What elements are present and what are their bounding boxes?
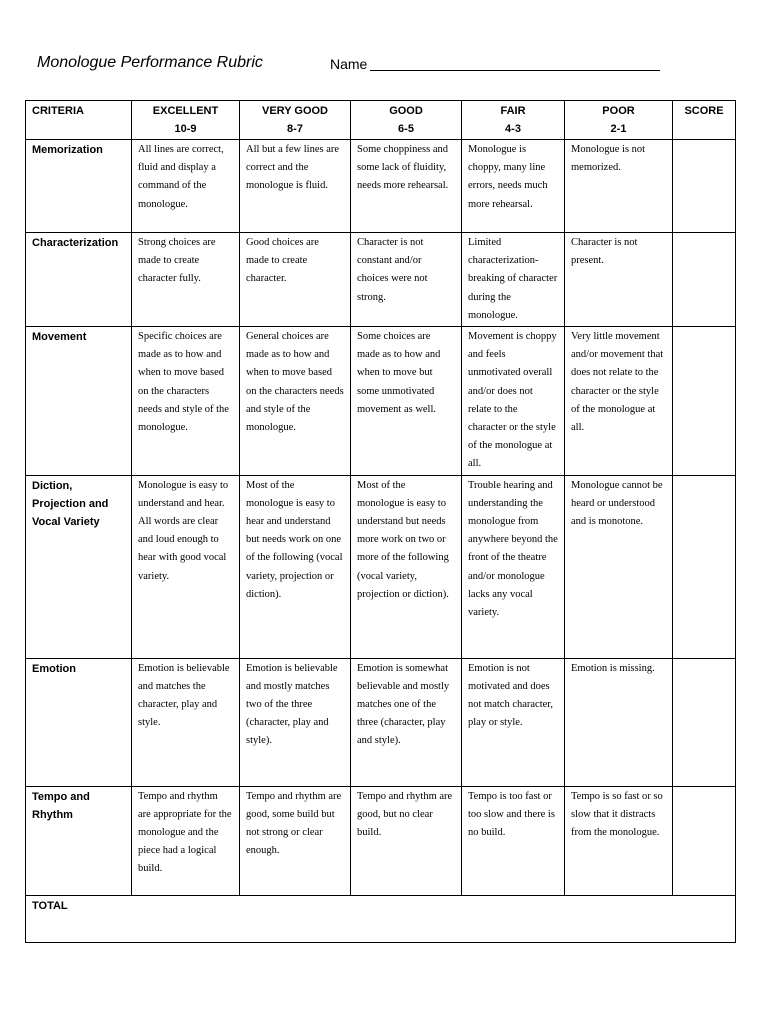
rubric-cell-very-good: Good choices are made to create character. — [240, 233, 351, 327]
criterion-label: Movement — [26, 327, 132, 476]
score-cell[interactable] — [673, 786, 736, 895]
rubric-cell-fair: Tempo is too fast or too slow and there is no build. — [462, 786, 565, 895]
column-header-poor: POOR 2-1 — [565, 101, 673, 140]
criterion-label: Diction, Projection and Vocal Variety — [26, 475, 132, 658]
header-row — [26, 101, 736, 140]
column-header-very-good: VERY GOOD 8-7 — [240, 101, 351, 140]
rubric-cell-excellent: Tempo and rhythm are appropriate for the monologue and the piece had a logical build. — [132, 786, 240, 895]
rubric-cell-excellent: Monologue is easy to understand and hear. All words are clear and loud enough to hear with good vocal variety. — [132, 475, 240, 658]
score-cell[interactable] — [673, 140, 736, 233]
criterion-label: Tempo and Rhythm — [26, 786, 132, 895]
rubric-row-diction — [26, 475, 736, 658]
score-cell[interactable] — [673, 327, 736, 476]
page-title: Monologue Performance Rubric — [37, 54, 263, 71]
rubric-cell-poor: Character is not present. — [565, 233, 673, 327]
column-header-fair: FAIR 4-3 — [462, 101, 565, 140]
rubric-cell-poor: Very little movement and/or movement that does not relate to the character or the style of the monologue at all. — [565, 327, 673, 476]
rubric-table — [25, 100, 736, 943]
column-header-score: SCORE — [673, 101, 736, 140]
rubric-row-emotion — [26, 658, 736, 786]
rubric-cell-poor: Tempo is so fast or so slow that it distracts from the monologue. — [565, 786, 673, 895]
rubric-cell-good: Tempo and rhythm are good, but no clear build. — [351, 786, 462, 895]
score-cell[interactable] — [673, 233, 736, 327]
rubric-cell-poor: Monologue is not memorized. — [565, 140, 673, 233]
rubric-cell-good: Character is not constant and/or choices were not strong. — [351, 233, 462, 327]
criterion-label: Emotion — [26, 658, 132, 786]
rubric-cell-very-good: Emotion is believable and mostly matches two of the three (character, play and style). — [240, 658, 351, 786]
rubric-row-memorization — [26, 140, 736, 233]
name-label: Name — [330, 56, 368, 72]
rubric-cell-excellent: All lines are correct, fluid and display a command of the monologue. — [132, 140, 240, 233]
rubric-cell-very-good: All but a few lines are correct and the monologue is fluid. — [240, 140, 351, 233]
rubric-cell-very-good: Most of the monologue is easy to hear and understand but needs work on one of the following (vocal variety, projection or diction). — [240, 475, 351, 658]
rubric-cell-good: Most of the monologue is easy to understand but needs more work on two or more of the following (vocal variety, projection or diction). — [351, 475, 462, 658]
rubric-cell-good: Some choices are made as to how and when to move but some unmotivated movement as well. — [351, 327, 462, 476]
rubric-cell-good: Emotion is somewhat believable and mostly matches one of the three (character, play and style). — [351, 658, 462, 786]
column-header-criteria: CRITERIA — [26, 101, 132, 140]
rubric-cell-excellent: Strong choices are made to create character fully. — [132, 233, 240, 327]
rubric-cell-very-good: General choices are made as to how and when to move based on the characters needs and style of the monologue. — [240, 327, 351, 476]
total-row — [26, 895, 736, 942]
rubric-cell-excellent: Specific choices are made as to how and when to move based on the characters needs and style of the monologue. — [132, 327, 240, 476]
score-cell[interactable] — [673, 475, 736, 658]
criterion-label: Memorization — [26, 140, 132, 233]
rubric-cell-poor: Emotion is missing. — [565, 658, 673, 786]
column-header-excellent: EXCELLENT 10-9 — [132, 101, 240, 140]
rubric-row-movement — [26, 327, 736, 476]
rubric-cell-fair: Limited characterization-breaking of character during the monologue. — [462, 233, 565, 327]
rubric-cell-poor: Monologue cannot be heard or understood and is monotone. — [565, 475, 673, 658]
score-cell[interactable] — [673, 658, 736, 786]
rubric-cell-excellent: Emotion is believable and matches the character, play and style. — [132, 658, 240, 786]
rubric-cell-good: Some choppiness and some lack of fluidity, needs more rehearsal. — [351, 140, 462, 233]
rubric-cell-fair: Trouble hearing and understanding the monologue from anywhere beyond the front of the theatre and/or monologue lacks any vocal variety. — [462, 475, 565, 658]
rubric-cell-fair: Monologue is choppy, many line errors, needs much more rehearsal. — [462, 140, 565, 233]
page-header — [37, 54, 737, 78]
criterion-label: Characterization — [26, 233, 132, 327]
rubric-row-tempo — [26, 786, 736, 895]
column-header-good: GOOD 6-5 — [351, 101, 462, 140]
rubric-row-characterization — [26, 233, 736, 327]
name-field[interactable] — [370, 70, 660, 71]
rubric-cell-fair: Movement is choppy and feels unmotivated overall and/or does not relate to the character or the style of the monologue at all. — [462, 327, 565, 476]
rubric-cell-very-good: Tempo and rhythm are good, some build but not strong or clear enough. — [240, 786, 351, 895]
rubric-cell-fair: Emotion is not motivated and does not match character, play or style. — [462, 658, 565, 786]
total-label: TOTAL — [26, 895, 736, 942]
